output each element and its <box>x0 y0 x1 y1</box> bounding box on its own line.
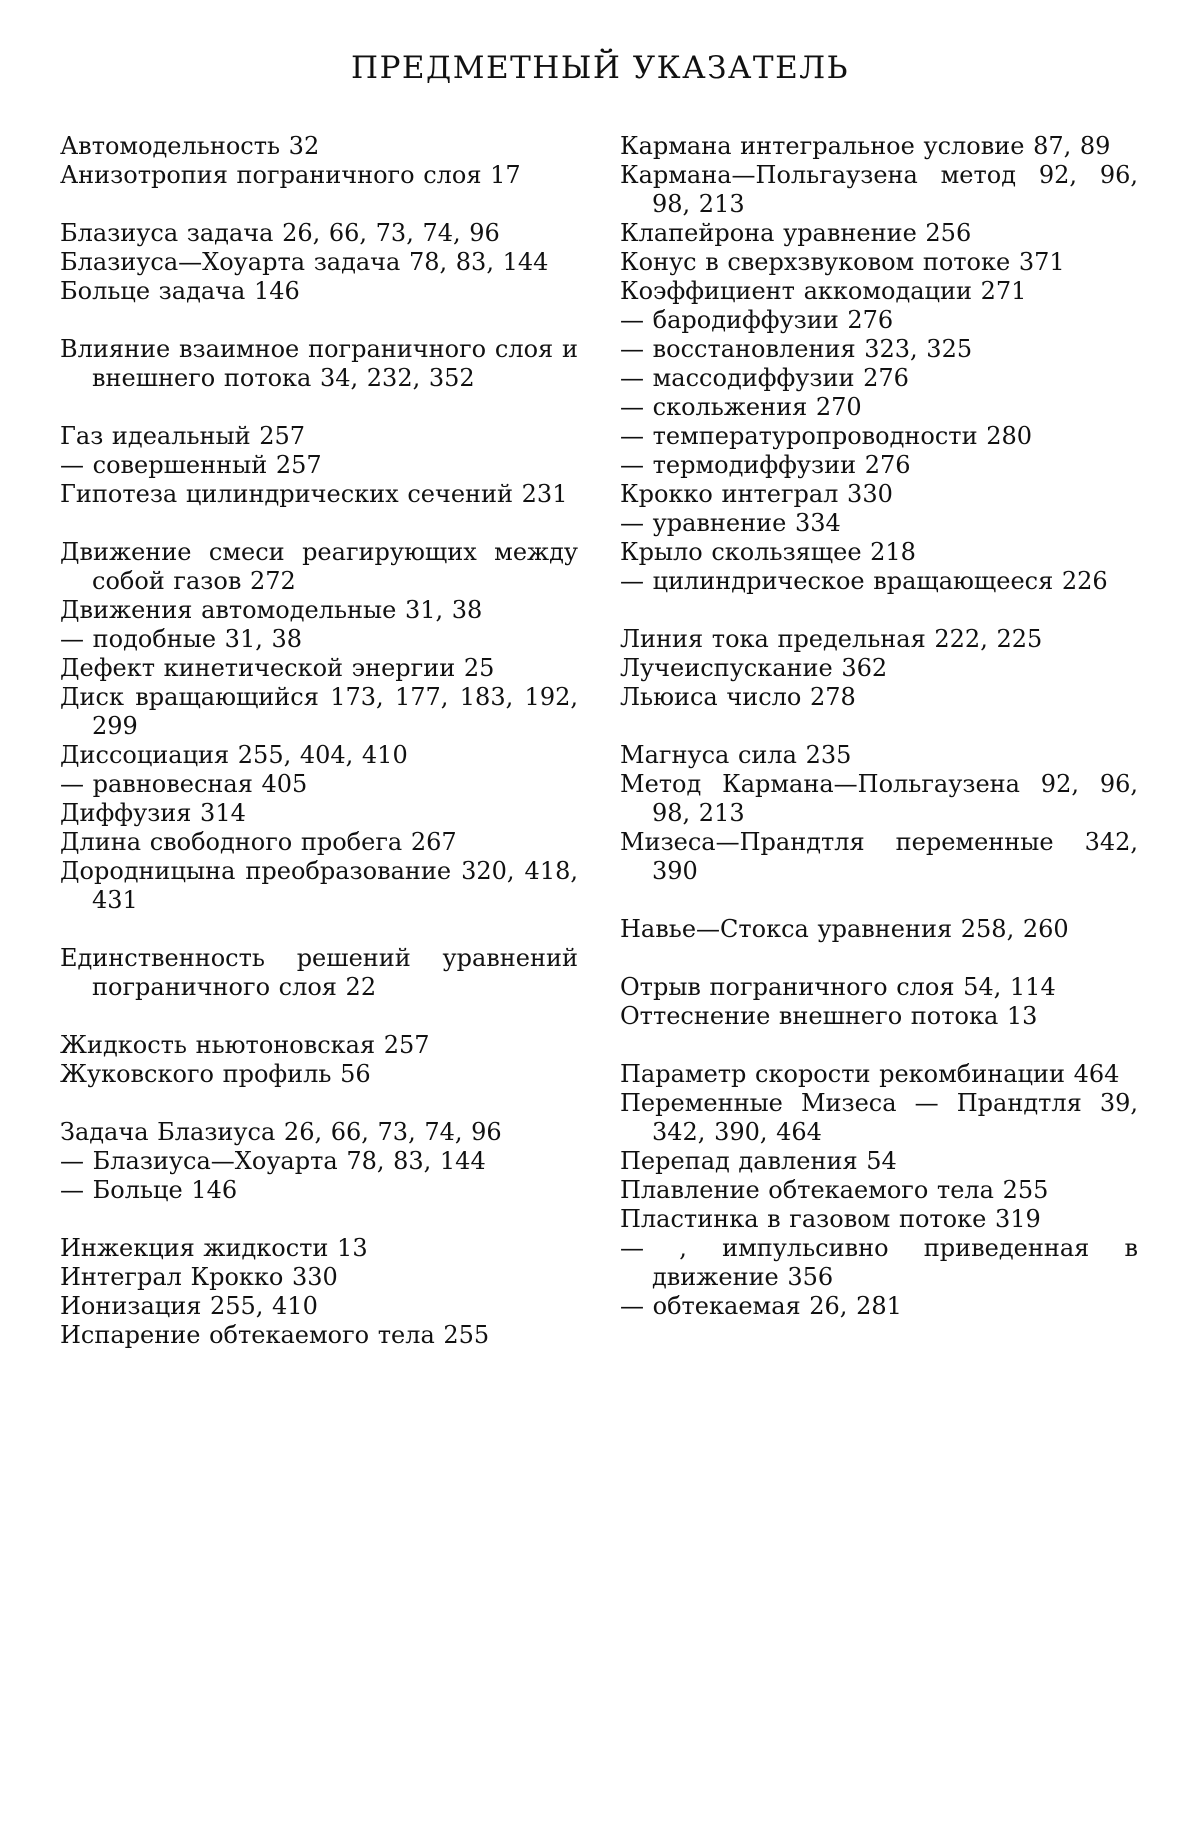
index-entry: Диск вращающийся 173, 177, 183, 192, 299 <box>60 683 578 740</box>
index-entry: Диссоциация 255, 404, 410 <box>60 741 408 769</box>
index-entry: Магнуса сила 235 <box>620 741 852 769</box>
index-entry: Анизотропия пограничного слоя 17 <box>60 161 521 189</box>
index-entry: Перепад давления 54 <box>620 1147 897 1175</box>
index-entry: — бародиффузии 276 <box>620 306 894 334</box>
index-entry: — Блазиуса—Хоуарта 78, 83, 144 <box>60 1147 486 1175</box>
index-entry: Автомодельность 32 <box>60 132 320 160</box>
index-entry: Линия тока предельная 222, 225 <box>620 625 1043 653</box>
index-entry: Плавление обтекаемого тела 255 <box>620 1176 1049 1204</box>
index-entry: — скольжения 270 <box>620 393 862 421</box>
index-letter-group <box>620 1060 1138 1321</box>
index-entry: Коэффициент аккомодации 271 <box>620 277 1027 305</box>
index-letter-group <box>60 538 578 915</box>
index-letter-group <box>60 944 578 1002</box>
index-entry: Клапейрона уравнение 256 <box>620 219 972 247</box>
index-letter-group <box>60 422 578 509</box>
index-entry: Навье—Стокса уравнения 258, 260 <box>620 915 1069 943</box>
index-entry: — уравнение 334 <box>620 509 841 537</box>
index-letter-group <box>60 219 578 306</box>
index-entry: Гипотеза цилиндрических сечений 231 <box>60 480 568 508</box>
index-entry: Блазиуса задача 26, 66, 73, 74, 96 <box>60 219 500 247</box>
index-entry: Задача Блазиуса 26, 66, 73, 74, 96 <box>60 1118 502 1146</box>
index-letter-group <box>620 741 1138 886</box>
index-entry: Жуковского профиль 56 <box>60 1060 371 1088</box>
index-entry: — равновесная 405 <box>60 770 308 798</box>
index-entry: Переменные Мизеса — Прандтля 39, 342, 390, 464 <box>620 1089 1138 1146</box>
index-letter-group <box>620 973 1138 1031</box>
index-entry: Длина свободного пробега 267 <box>60 828 457 856</box>
index-entry: Крокко интеграл 330 <box>620 480 893 508</box>
index-letter-group <box>60 1031 578 1089</box>
index-column-right <box>620 132 1138 1350</box>
index-letter-group <box>60 1118 578 1205</box>
index-entry: Оттеснение внешнего потока 13 <box>620 1002 1038 1030</box>
index-entry: Испарение обтекаемого тела 255 <box>60 1321 490 1349</box>
index-entry: Конус в сверхзвуковом потоке 371 <box>620 248 1065 276</box>
index-entry: Движения автомодельные 31, 38 <box>60 596 483 624</box>
index-entry: Кармана интегральное условие 87, 89 <box>620 132 1111 160</box>
index-entry: Ионизация 255, 410 <box>60 1292 318 1320</box>
index-entry: Параметр скорости рекомбинации 464 <box>620 1060 1120 1088</box>
index-entry: Инжекция жидкости 13 <box>60 1234 368 1262</box>
index-entry: Метод Кармана—Польгаузена 92, 96, 98, 213 <box>620 770 1138 827</box>
index-entry: Льюиса число 278 <box>620 683 856 711</box>
index-letter-group <box>620 132 1138 596</box>
index-entry: — температуропроводности 280 <box>620 422 1033 450</box>
index-entry: — Больце 146 <box>60 1176 238 1204</box>
index-entry: Мизеса—Прандтля переменные 342, 390 <box>620 828 1138 885</box>
index-entry: Диффузия 314 <box>60 799 246 827</box>
index-entry: Больце задача 146 <box>60 277 300 305</box>
index-letter-group <box>60 132 578 190</box>
index-entry: — массодиффузии 276 <box>620 364 909 392</box>
index-entry: Дородницына преобразование 320, 418, 431 <box>60 857 578 914</box>
index-entry: Жидкость ньютоновская 257 <box>60 1031 430 1059</box>
index-entry: Пластинка в газовом потоке 319 <box>620 1205 1041 1233</box>
index-entry: — термодиффузии 276 <box>620 451 911 479</box>
index-entry: Крыло скользящее 218 <box>620 538 916 566</box>
index-entry: Блазиуса—Хоуарта задача 78, 83, 144 <box>60 248 549 276</box>
index-letter-group <box>60 335 578 393</box>
index-letter-group <box>620 625 1138 712</box>
index-entry: Единственность решений уравнений пограничного слоя 22 <box>60 944 578 1001</box>
index-entry: Кармана—Польгаузена метод 92, 96, 98, 213 <box>620 161 1138 218</box>
index-entry: Лучеиспускание 362 <box>620 654 888 682</box>
page-title: ПРЕДМЕТНЫЙ УКАЗАТЕЛЬ <box>351 50 849 86</box>
index-entry: Движение смеси реагирующих между собой газов 272 <box>60 538 578 595</box>
index-entry: — восстановления 323, 325 <box>620 335 973 363</box>
index-entry: Отрыв пограничного слоя 54, 114 <box>620 973 1056 1001</box>
index-entry: Влияние взаимное пограничного слоя и внешнего потока 34, 232, 352 <box>60 335 578 392</box>
index-letter-group <box>60 1234 578 1350</box>
index-entry: Газ идеальный 257 <box>60 422 306 450</box>
index-entry: — подобные 31, 38 <box>60 625 303 653</box>
index-entry: Интеграл Крокко 330 <box>60 1263 338 1291</box>
index-entry: Дефект кинетической энергии 25 <box>60 654 495 682</box>
index-column-left <box>60 132 578 1379</box>
index-entry: — обтекаемая 26, 281 <box>620 1292 902 1320</box>
index-letter-group <box>620 915 1138 944</box>
index-entry: — цилиндрическое вращающееся 226 <box>620 567 1108 595</box>
index-entry: — , импульсивно приведенная в движение 356 <box>620 1234 1138 1291</box>
index-entry: — совершенный 257 <box>60 451 322 479</box>
